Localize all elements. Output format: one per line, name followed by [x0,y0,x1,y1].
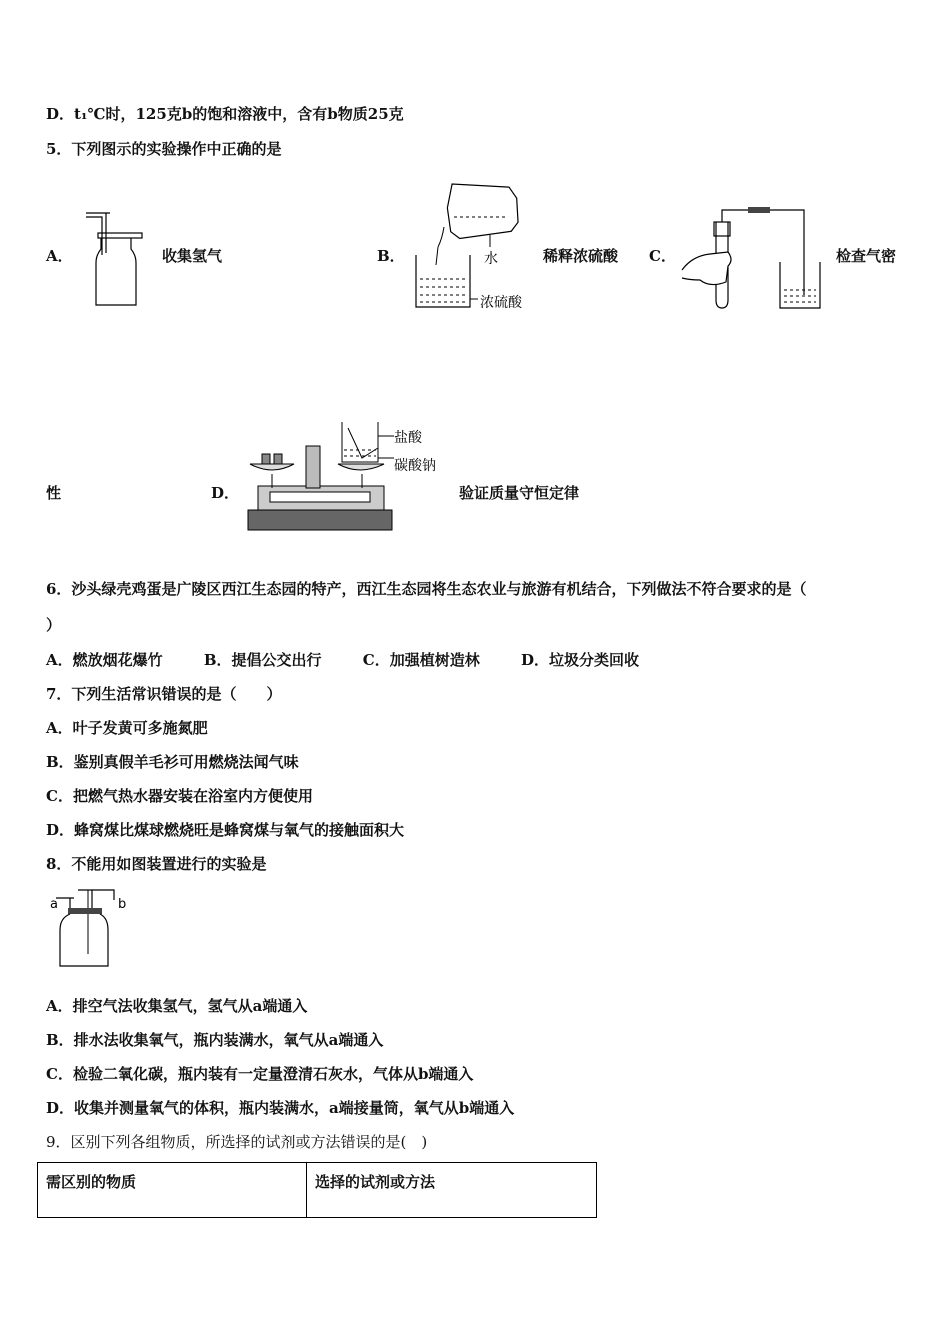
q5-b-fig-acid: 浓硫酸 [480,295,522,311]
q5-a-letter: A． [46,247,73,265]
q9-header-method: 选择的试剂或方法 [307,1163,597,1218]
balance-figure [244,418,454,536]
q7-option-c: C．把燃气热水器安装在浴室内方便使用 [46,787,313,805]
q5-stem: 5．下列图示的实验操作中正确的是 [46,140,282,158]
q4-option-d: D．t₁℃时，125克b的饱和溶液中，含有b物质25克 [46,105,404,123]
q5-c-text-1: 检查气密 [836,247,897,265]
q7-option-d: D．蜂窝煤比煤球燃烧旺是蜂窝煤与氧气的接触面积大 [46,821,405,839]
q6-stem-line2: ） [46,616,62,634]
q8-option-c: C．检验二氧化碳，瓶内装有一定量澄清石灰水，气体从b端通入 [46,1065,474,1083]
q5-a-text: 收集氢气 [162,247,223,265]
airtight-check-figure [680,200,830,315]
q6-stem-line1: 6．沙头绿壳鸡蛋是广陵区西江生态园的特产，西江生态园将生态农业与旅游有机结合，下列做法不符合要求的是（ [46,580,807,598]
q6-option-d: D．垃圾分类回收 [520,651,639,669]
q8-option-a: A．排空气法收集氢气，氢气从a端通入 [46,997,308,1015]
q5-d-fig-na2co3: 碳酸钠 [394,458,436,474]
q7-option-b: B．鉴别真假羊毛衫可用燃烧法闻气味 [46,753,299,771]
q5-b-letter: B． [377,247,405,265]
q8-stem: 8．不能用如图装置进行的实验是 [46,855,267,873]
q8-fig-a: a [50,897,58,912]
q5-c-text-2: 性 [46,484,62,502]
q8-fig-b: b [118,897,127,912]
q5-d-letter: D． [211,484,240,502]
q6-option-c: C．加强植树造林 [362,651,480,669]
q6-option-a: A．燃放烟花爆竹 [46,651,163,669]
table-row [38,1163,597,1218]
q8-option-d: D．收集并测量氧气的体积，瓶内装满水，a端接量筒，氧气从b端通入 [46,1099,515,1117]
q9-table [37,1162,597,1218]
q5-c-letter: C． [649,247,676,265]
gas-bottle-figure [84,205,144,310]
q5-d-text: 验证质量守恒定律 [459,484,580,502]
q6-option-b: B．提倡公交出行 [203,651,322,669]
q5-d-fig-hcl: 盐酸 [394,430,422,446]
q9-stem: 9．区别下列各组物质，所选择的试剂或方法错误的是( ) [46,1133,428,1151]
dilute-acid-figure [408,175,543,315]
q5-b-text: 稀释浓硫酸 [543,247,619,265]
q6-options [46,649,675,670]
q9-header-substances: 需区别的物质 [38,1163,307,1218]
two-tube-bottle-figure [46,884,136,972]
q7-stem: 7．下列生活常识错误的是（ ） [46,685,282,703]
q8-option-b: B．排水法收集氧气，瓶内装满水，氧气从a端通入 [46,1031,384,1049]
q7-option-a: A．叶子发黄可多施氮肥 [46,719,208,737]
q5-b-fig-water: 水 [484,251,498,267]
